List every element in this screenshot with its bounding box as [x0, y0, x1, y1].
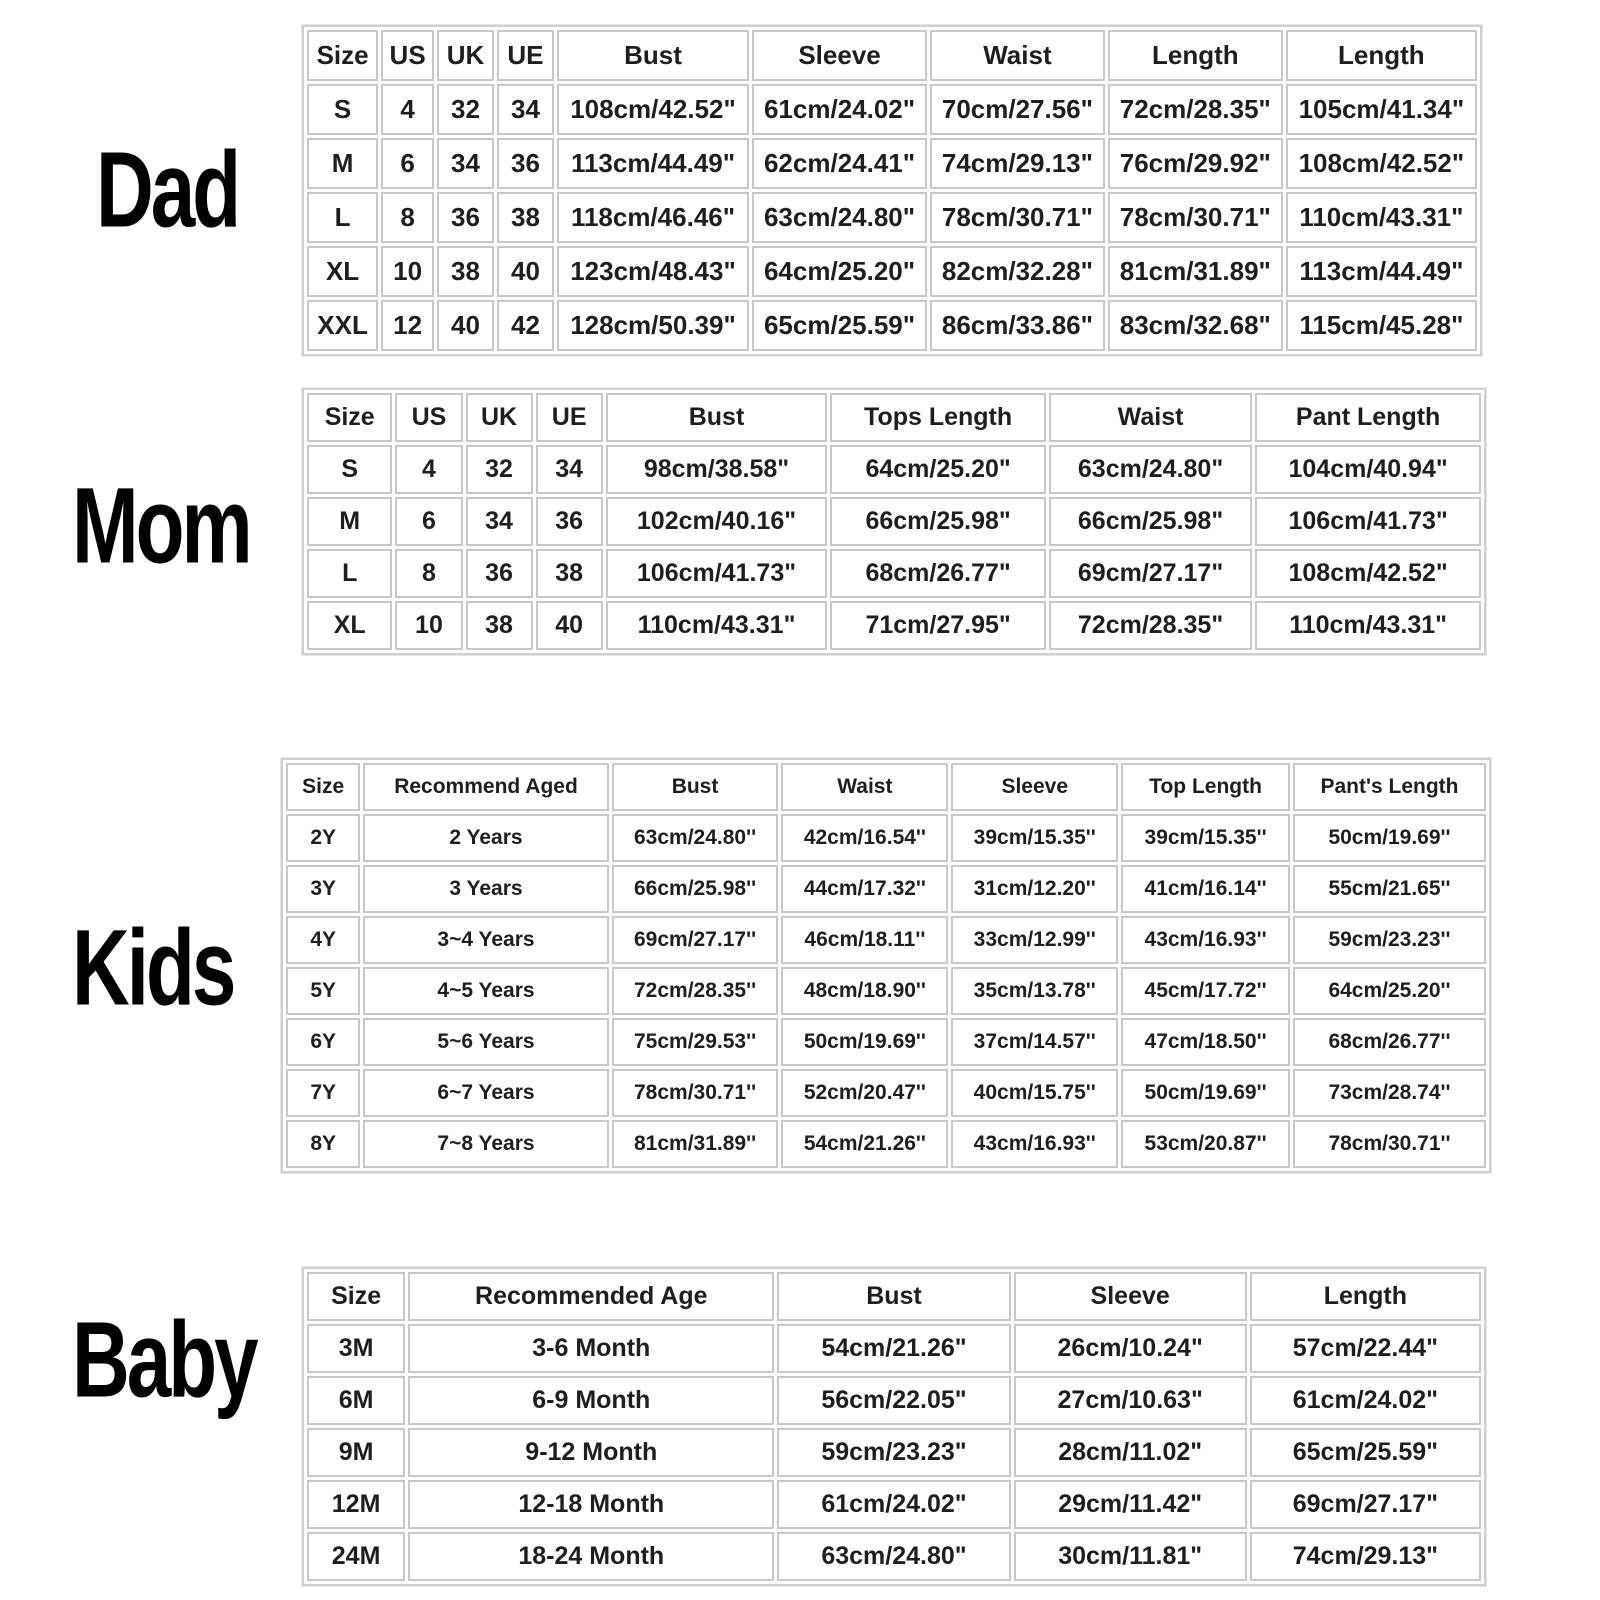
column-header: UK	[437, 30, 494, 81]
column-header: Recommended Age	[408, 1272, 774, 1321]
table-cell: 52cm/20.47''	[781, 1069, 948, 1117]
table-cell: 46cm/18.11''	[781, 916, 948, 964]
table-cell: 78cm/30.71"	[1108, 192, 1283, 243]
table-cell: 36	[466, 549, 533, 598]
table-cell: 41cm/16.14''	[1121, 865, 1290, 913]
table-cell: 128cm/50.39"	[557, 300, 749, 351]
size-cell: 8Y	[286, 1120, 360, 1168]
size-cell: 2Y	[286, 814, 360, 862]
table-cell: 39cm/15.35''	[1121, 814, 1290, 862]
table-header-row	[307, 393, 1481, 442]
size-cell: XXL	[307, 300, 378, 351]
table-cell: 61cm/24.02"	[777, 1480, 1010, 1529]
size-cell: 3M	[307, 1324, 405, 1373]
table-row	[307, 1376, 1481, 1425]
column-header: Size	[286, 763, 360, 811]
dad-size-table	[302, 25, 1482, 356]
table-cell: 6~7 Years	[363, 1069, 608, 1117]
table-row	[307, 1532, 1481, 1581]
column-header: Sleeve	[752, 30, 927, 81]
table-cell: 12	[381, 300, 434, 351]
table-cell: 31cm/12.20''	[951, 865, 1118, 913]
table-cell: 108cm/42.52"	[557, 84, 749, 135]
table-cell: 2 Years	[363, 814, 608, 862]
table-cell: 110cm/43.31"	[1286, 192, 1477, 243]
table-cell: 69cm/27.17"	[1049, 549, 1252, 598]
table-cell: 44cm/17.32''	[781, 865, 948, 913]
baby-section-title: Baby	[72, 1299, 256, 1420]
table-cell: 61cm/24.02"	[1250, 1376, 1481, 1425]
column-header: Length	[1108, 30, 1283, 81]
table-cell: 118cm/46.46"	[557, 192, 749, 243]
size-cell: 7Y	[286, 1069, 360, 1117]
table-cell: 4	[395, 445, 462, 494]
table-row	[286, 1120, 1486, 1168]
table-cell: 30cm/11.81"	[1014, 1532, 1247, 1581]
size-cell: 6Y	[286, 1018, 360, 1066]
table-row	[286, 865, 1486, 913]
table-cell: 110cm/43.31"	[1255, 601, 1481, 650]
table-cell: 10	[381, 246, 434, 297]
column-header: Waist	[930, 30, 1105, 81]
table-cell: 63cm/24.80"	[1049, 445, 1252, 494]
table-cell: 78cm/30.71''	[612, 1069, 779, 1117]
column-header: Pant Length	[1255, 393, 1481, 442]
table-cell: 7~8 Years	[363, 1120, 608, 1168]
kids-section-title: Kids	[72, 907, 234, 1028]
table-cell: 37cm/14.57''	[951, 1018, 1118, 1066]
column-header: Bust	[612, 763, 779, 811]
table-cell: 6	[395, 497, 462, 546]
table-cell: 66cm/25.98"	[1049, 497, 1252, 546]
size-cell: 24M	[307, 1532, 405, 1581]
size-cell: S	[307, 84, 378, 135]
table-cell: 5~6 Years	[363, 1018, 608, 1066]
table-cell: 113cm/44.49"	[557, 138, 749, 189]
table-cell: 43cm/16.93''	[951, 1120, 1118, 1168]
column-header: Top Length	[1121, 763, 1290, 811]
table-row	[307, 1428, 1481, 1477]
table-cell: 34	[466, 497, 533, 546]
table-cell: 75cm/29.53''	[612, 1018, 779, 1066]
table-cell: 34	[437, 138, 494, 189]
table-cell: 63cm/24.80"	[752, 192, 927, 243]
table-cell: 82cm/32.28"	[930, 246, 1105, 297]
table-cell: 36	[497, 138, 554, 189]
column-header: Size	[307, 1272, 405, 1321]
table-cell: 71cm/27.95"	[830, 601, 1046, 650]
table-cell: 69cm/27.17''	[612, 916, 779, 964]
table-row	[307, 138, 1477, 189]
table-cell: 38	[497, 192, 554, 243]
size-cell: M	[307, 497, 392, 546]
table-cell: 8	[395, 549, 462, 598]
table-cell: 43cm/16.93''	[1121, 916, 1290, 964]
table-cell: 106cm/41.73"	[1255, 497, 1481, 546]
size-cell: XL	[307, 601, 392, 650]
table-cell: 36	[536, 497, 603, 546]
column-header: Sleeve	[1014, 1272, 1247, 1321]
table-cell: 42cm/16.54''	[781, 814, 948, 862]
table-cell: 123cm/48.43"	[557, 246, 749, 297]
table-cell: 64cm/25.20''	[1293, 967, 1486, 1015]
table-cell: 78cm/30.71"	[930, 192, 1105, 243]
table-cell: 68cm/26.77''	[1293, 1018, 1486, 1066]
column-header: UE	[536, 393, 603, 442]
table-cell: 64cm/25.20"	[752, 246, 927, 297]
column-header: Size	[307, 30, 378, 81]
dad-section-title: Dad	[96, 129, 239, 250]
table-cell: 12-18 Month	[408, 1480, 774, 1529]
table-cell: 59cm/23.23''	[1293, 916, 1486, 964]
table-row	[286, 967, 1486, 1015]
baby-size-table-container	[302, 1267, 1486, 1586]
table-cell: 40	[437, 300, 494, 351]
table-cell: 83cm/32.68"	[1108, 300, 1283, 351]
size-cell: 3Y	[286, 865, 360, 913]
size-cell: L	[307, 192, 378, 243]
table-cell: 115cm/45.28"	[1286, 300, 1477, 351]
table-cell: 102cm/40.16"	[606, 497, 828, 546]
table-cell: 66cm/25.98''	[612, 865, 779, 913]
size-cell: 4Y	[286, 916, 360, 964]
table-cell: 39cm/15.35''	[951, 814, 1118, 862]
table-cell: 50cm/19.69''	[1121, 1069, 1290, 1117]
column-header: Pant's Length	[1293, 763, 1486, 811]
table-cell: 40	[497, 246, 554, 297]
table-cell: 105cm/41.34"	[1286, 84, 1477, 135]
table-row	[307, 1480, 1481, 1529]
table-cell: 40	[536, 601, 603, 650]
table-cell: 76cm/29.92"	[1108, 138, 1283, 189]
size-cell: 5Y	[286, 967, 360, 1015]
column-header: Waist	[781, 763, 948, 811]
table-cell: 104cm/40.94"	[1255, 445, 1481, 494]
table-cell: 59cm/23.23"	[777, 1428, 1010, 1477]
table-row	[307, 601, 1481, 650]
table-row	[286, 1018, 1486, 1066]
table-cell: 55cm/21.65''	[1293, 865, 1486, 913]
table-cell: 34	[497, 84, 554, 135]
column-header: Size	[307, 393, 392, 442]
table-cell: 3-6 Month	[408, 1324, 774, 1373]
table-cell: 36	[437, 192, 494, 243]
column-header: Sleeve	[951, 763, 1118, 811]
table-cell: 81cm/31.89"	[1108, 246, 1283, 297]
table-cell: 50cm/19.69''	[1293, 814, 1486, 862]
table-cell: 47cm/18.50''	[1121, 1018, 1290, 1066]
table-cell: 61cm/24.02"	[752, 84, 927, 135]
table-cell: 54cm/21.26"	[777, 1324, 1010, 1373]
dad-size-table-container	[302, 25, 1482, 356]
table-cell: 81cm/31.89''	[612, 1120, 779, 1168]
table-row	[307, 445, 1481, 494]
table-cell: 33cm/12.99''	[951, 916, 1118, 964]
table-row	[307, 497, 1481, 546]
table-cell: 62cm/24.41"	[752, 138, 927, 189]
table-cell: 38	[466, 601, 533, 650]
column-header: Bust	[606, 393, 828, 442]
table-cell: 48cm/18.90''	[781, 967, 948, 1015]
table-cell: 72cm/28.35"	[1049, 601, 1252, 650]
column-header: US	[381, 30, 434, 81]
table-cell: 63cm/24.80''	[612, 814, 779, 862]
table-cell: 65cm/25.59"	[752, 300, 927, 351]
table-cell: 9-12 Month	[408, 1428, 774, 1477]
table-row	[307, 192, 1477, 243]
table-cell: 6	[381, 138, 434, 189]
table-cell: 4	[381, 84, 434, 135]
table-cell: 74cm/29.13"	[1250, 1532, 1481, 1581]
mom-size-table	[302, 388, 1486, 655]
table-cell: 53cm/20.87''	[1121, 1120, 1290, 1168]
table-cell: 42	[497, 300, 554, 351]
mom-section-title: Mom	[72, 465, 250, 586]
table-cell: 54cm/21.26''	[781, 1120, 948, 1168]
table-cell: 45cm/17.72''	[1121, 967, 1290, 1015]
table-cell: 113cm/44.49"	[1286, 246, 1477, 297]
table-cell: 26cm/10.24"	[1014, 1324, 1247, 1373]
column-header: Length	[1286, 30, 1477, 81]
column-header: UE	[497, 30, 554, 81]
size-cell: S	[307, 445, 392, 494]
table-cell: 34	[536, 445, 603, 494]
table-cell: 78cm/30.71''	[1293, 1120, 1486, 1168]
table-cell: 18-24 Month	[408, 1532, 774, 1581]
size-cell: M	[307, 138, 378, 189]
table-row	[307, 300, 1477, 351]
mom-size-table-container	[302, 388, 1486, 655]
table-cell: 86cm/33.86"	[930, 300, 1105, 351]
table-cell: 63cm/24.80"	[777, 1532, 1010, 1581]
size-cell: 6M	[307, 1376, 405, 1425]
table-cell: 69cm/27.17"	[1250, 1480, 1481, 1529]
column-header: Bust	[777, 1272, 1010, 1321]
size-cell: 12M	[307, 1480, 405, 1529]
table-cell: 3 Years	[363, 865, 608, 913]
table-header-row	[307, 1272, 1481, 1321]
table-cell: 66cm/25.98"	[830, 497, 1046, 546]
table-cell: 56cm/22.05"	[777, 1376, 1010, 1425]
column-header: Length	[1250, 1272, 1481, 1321]
column-header: US	[395, 393, 462, 442]
table-cell: 72cm/28.35''	[612, 967, 779, 1015]
table-row	[307, 1324, 1481, 1373]
column-header: Tops Length	[830, 393, 1046, 442]
table-cell: 32	[437, 84, 494, 135]
table-cell: 28cm/11.02"	[1014, 1428, 1247, 1477]
table-cell: 57cm/22.44"	[1250, 1324, 1481, 1373]
table-cell: 10	[395, 601, 462, 650]
size-cell: L	[307, 549, 392, 598]
table-header-row	[286, 763, 1486, 811]
table-cell: 108cm/42.52"	[1255, 549, 1481, 598]
table-cell: 65cm/25.59"	[1250, 1428, 1481, 1477]
table-cell: 32	[466, 445, 533, 494]
column-header: Waist	[1049, 393, 1252, 442]
table-cell: 3~4 Years	[363, 916, 608, 964]
table-row	[286, 916, 1486, 964]
table-cell: 110cm/43.31"	[606, 601, 828, 650]
kids-size-table-container	[281, 758, 1491, 1173]
table-cell: 4~5 Years	[363, 967, 608, 1015]
table-cell: 6-9 Month	[408, 1376, 774, 1425]
table-cell: 50cm/19.69''	[781, 1018, 948, 1066]
table-row	[286, 814, 1486, 862]
table-cell: 70cm/27.56"	[930, 84, 1105, 135]
table-cell: 98cm/38.58"	[606, 445, 828, 494]
table-row	[307, 84, 1477, 135]
table-row	[286, 1069, 1486, 1117]
table-row	[307, 246, 1477, 297]
table-cell: 8	[381, 192, 434, 243]
table-cell: 108cm/42.52"	[1286, 138, 1477, 189]
table-cell: 27cm/10.63"	[1014, 1376, 1247, 1425]
table-cell: 35cm/13.78''	[951, 967, 1118, 1015]
column-header: Bust	[557, 30, 749, 81]
table-cell: 106cm/41.73"	[606, 549, 828, 598]
table-cell: 38	[536, 549, 603, 598]
table-row	[307, 549, 1481, 598]
table-cell: 68cm/26.77"	[830, 549, 1046, 598]
table-cell: 40cm/15.75''	[951, 1069, 1118, 1117]
column-header: UK	[466, 393, 533, 442]
table-cell: 38	[437, 246, 494, 297]
table-cell: 72cm/28.35"	[1108, 84, 1283, 135]
size-cell: 9M	[307, 1428, 405, 1477]
size-cell: XL	[307, 246, 378, 297]
table-cell: 64cm/25.20"	[830, 445, 1046, 494]
kids-size-table	[281, 758, 1491, 1173]
table-cell: 73cm/28.74''	[1293, 1069, 1486, 1117]
table-header-row	[307, 30, 1477, 81]
baby-size-table	[302, 1267, 1486, 1586]
table-cell: 74cm/29.13"	[930, 138, 1105, 189]
column-header: Recommend Aged	[363, 763, 608, 811]
table-cell: 29cm/11.42"	[1014, 1480, 1247, 1529]
